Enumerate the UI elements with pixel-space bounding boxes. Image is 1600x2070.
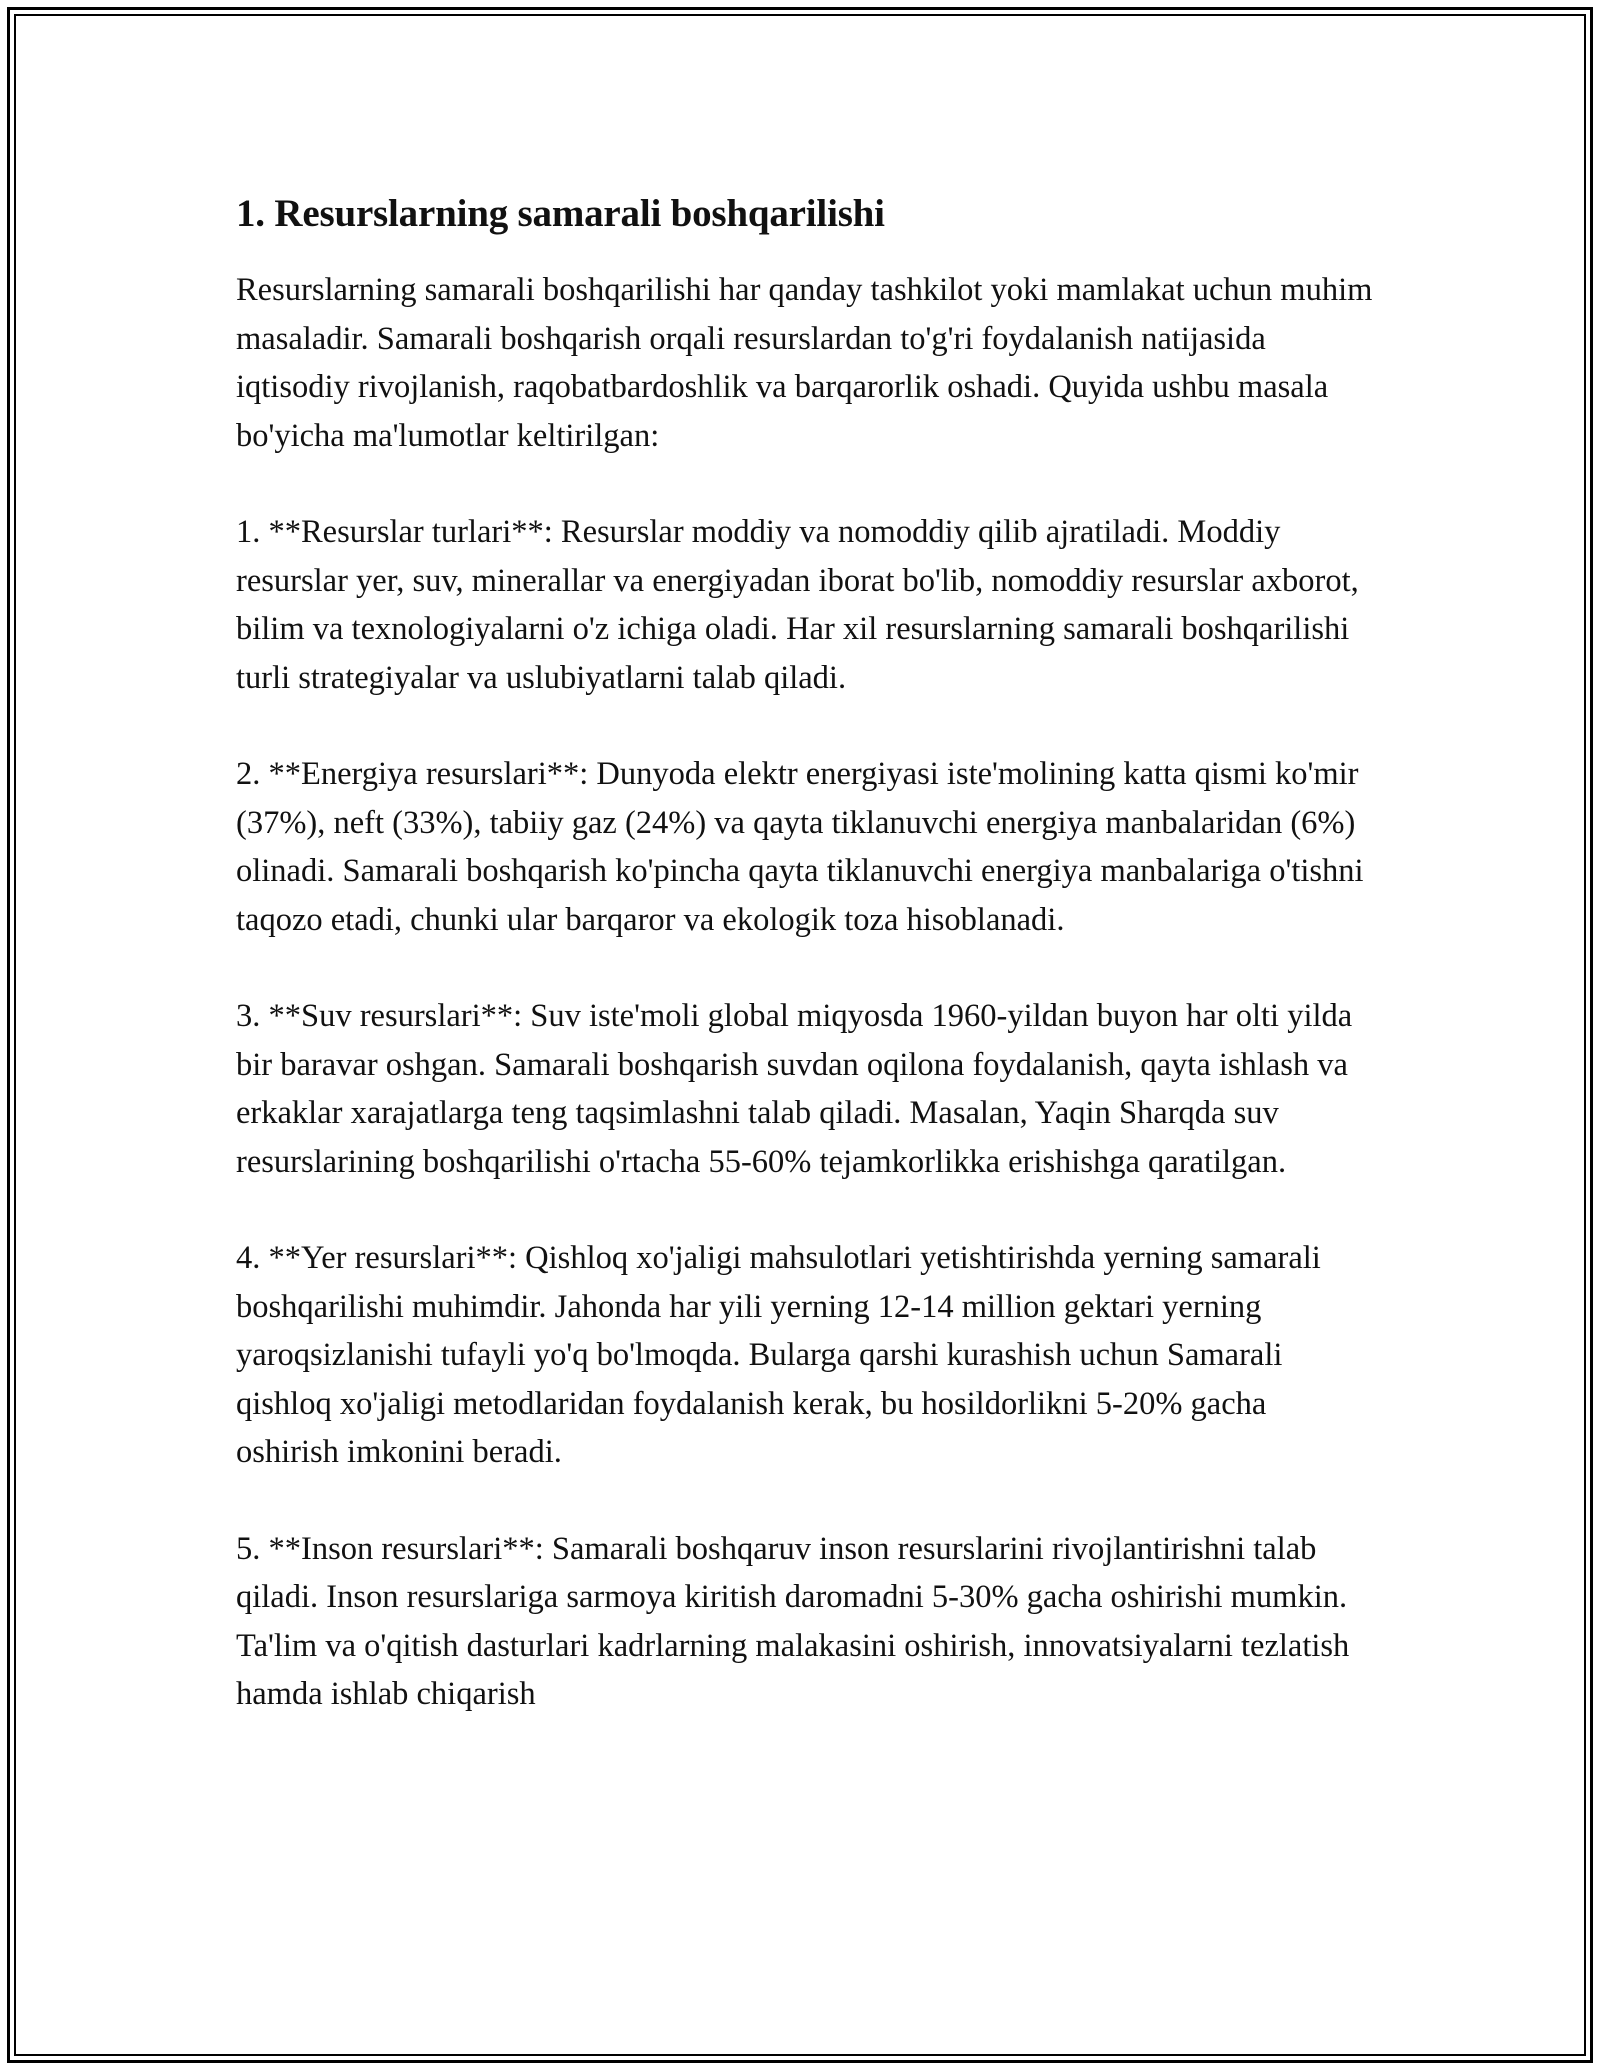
resource-types-paragraph: 1. **Resurslar turlari**: Resurslar moddiy va nomoddiy qilib ajratiladi. Moddiy resurslar yer, suv, minerallar va energiyadan iborat bo'lib, nomoddiy resurslar axborot, bilim va texnologiyalarni o'z ichiga oladi. Har xil resurslarning samarali boshqarilishi turli strategiyalar va uslubiyatlarni talab qiladi.	[236, 514, 1359, 696]
section-heading: 1. Resurslarning samarali boshqarilishi	[236, 192, 885, 235]
land-resources-paragraph: 4. **Yer resurslari**: Qishloq xo'jaligi mahsulotlari yetishtirishda yerning samarali boshqarilishi muhimdir. Jahonda har yili yerning 12-14 million gektari yerning yaroqsizlanishi tufayli yo'q bo'lmoqda. Bularga qarshi kurashish uchun Samarali qishloq xo'jaligi metodlaridan foydalanish kerak, bu hosildorlikni 5-20% gacha oshirish imkonini beradi.	[236, 1240, 1321, 1470]
intro-paragraph: Resurslarning samarali boshqarilishi har qanday tashkilot yoki mamlakat uchun muhim masaladir. Samarali boshqarish orqali resurslardan to'g'ri foydalanish natijasida iqtisodiy rivojlanish, raqobatbardoshlik va barqarorlik oshadi. Quyida ushbu masala bo'yicha ma'lumotlar keltirilgan:	[236, 272, 1373, 454]
human-resources-paragraph: 5. **Inson resurslari**: Samarali boshqaruv inson resurslarini rivojlantirishni talab qiladi. Inson resurslariga sarmoya kiritish daromadni 5-30% gacha oshirishi mumkin. Ta'lim va o'qitish dasturlari kadrlarning malakasini oshirish, innovatsiyalarni tezlatish hamda ishlab chiqarish	[236, 1530, 1350, 1712]
energy-resources-paragraph: 2. **Energiya resurslari**: Dunyoda elektr energiyasi iste'molining katta qismi ko'mir (37%), neft (33%), tabiiy gaz (24%) va qayta tiklanuvchi energiya manbalaridan (6%) olinadi. Samarali boshqarish ko'pincha qayta tiklanuvchi energiya manbalariga o'tishni taqozo etadi, chunki ular barqaror va ekologik toza hisoblanadi.	[236, 756, 1364, 938]
water-resources-paragraph: 3. **Suv resurslari**: Suv iste'moli global miqyosda 1960-yildan buyon har olti yilda bir baravar oshgan. Samarali boshqarish suvdan oqilona foydalanish, qayta ishlash va erkaklar xarajatlarga teng taqsimlashni talab qiladi. Masalan, Yaqin Sharqda suv resurslarining boshqarilishi o'rtacha 55-60% tejamkorlikka erishishga qaratilgan.	[236, 998, 1353, 1180]
document-body	[236, 188, 1376, 1767]
